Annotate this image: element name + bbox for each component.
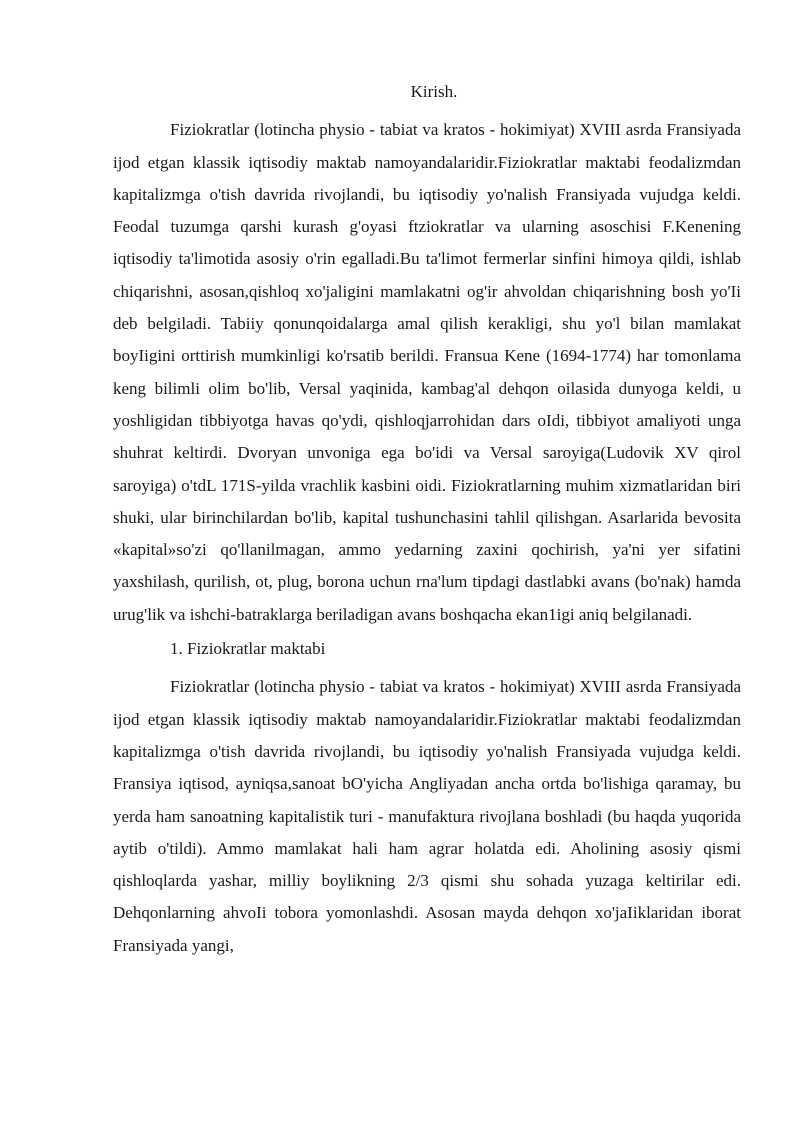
page-title: Kirish. bbox=[410, 82, 458, 101]
section-heading: 1. Fiziokratlar maktabi bbox=[170, 639, 326, 659]
section-paragraph: Fiziokratlar (lotincha physio - tabiat va kratos - hokimiyat) XVIII asrda Fransiyada ijod etgan klassik iqtisodiy maktab namoyandalaridir.Fiziokratlar maktabi feodalizmdan kapitalizmga o'tish davrida rivojlandi, bu iqtisodiy yo'nalish Fransiyada vujudga keldi. Fransiya iqtisod, ayniqsa,sanoat bO'yicha Angliyadan ancha ortda bo'lishiga qaramay, bu yerda ham sanoatning kapitalistik turi - manufaktura rivojlana boshladi (bu haqda yuqorida aytib o'tildi). Ammo mamlakat hali ham agrar holatda edi. Aholining asosiy qismi qishloqlarda yashar, milliy boylikning 2/3 qismi shu sohada yuzaga keltirilar edi. Dehqonlarning ahvoIi tobora yomonlashdi. Asosan mayda dehqon xo'jaIiklaridan iborat Fransiyada yangi, bbox=[113, 677, 741, 955]
document-body bbox=[113, 76, 741, 962]
intro-paragraph: Fiziokratlar (lotincha physio - tabiat va kratos - hokimiyat) XVIII asrda Fransiyada ijod etgan klassik iqtisodiy maktab namoyandalaridir.Fiziokratlar maktabi feodalizmdan kapitalizmga o'tish davrida rivojlandi, bu iqtisodiy yo'nalish Fransiyada vujudga keldi. Feodal tuzumga qarshi kurash g'oyasi ftziokratlar va ularning asoschisi F.Kenening iqtisodiy ta'limotida asosiy o'rin egalladi.Bu ta'limot fermerlar sinfini himoya qildi, ishlab chiqarishni, asosan,qishloq xo'jaligini mamlakatni og'ir ahvoldan chiqarishning bosh yo'Ii deb belgiladi. Tabiiy qonunqoidalarga amal qilish kerakligi, shu yo'l bilan mamlakat boyIigini orttirish mumkinligi ko'rsatib berildi. Fransua Kene (1694-1774) har tomonlama keng bilimli olim bo'lib, Versal yaqinida, kambag'al dehqon oilasida dunyoga keldi, u yoshligidan tibbiyotga havas qo'ydi, qishloqjarrohidan dars oIdi, tibbiyot amaliyoti unga shuhrat keltirdi. Dvoryan unvoniga ega bo'idi va Versal saroyiga(Ludovik XV qirol saroyiga) o'tdL 171S-yilda vrachlik kasbini oidi. Fiziokratlarning muhim xizmatlaridan biri shuki, ular birinchilardan bo'lib, kapital tushunchasini tahlil qilishgan. Asarlarida bevosita «kapital»so'zi qo'llanilmagan, ammo yedarning zaxini qochirish, ya'ni yer sifatini yaxshilash, qurilish, ot, plug, borona uchun rna'lum tipdagi dastlabki avans (bo'nak) hamda urug'lik va ishchi-batraklarga beriladigan avans boshqacha ekan1igi aniq belgilanadi. bbox=[113, 120, 741, 624]
